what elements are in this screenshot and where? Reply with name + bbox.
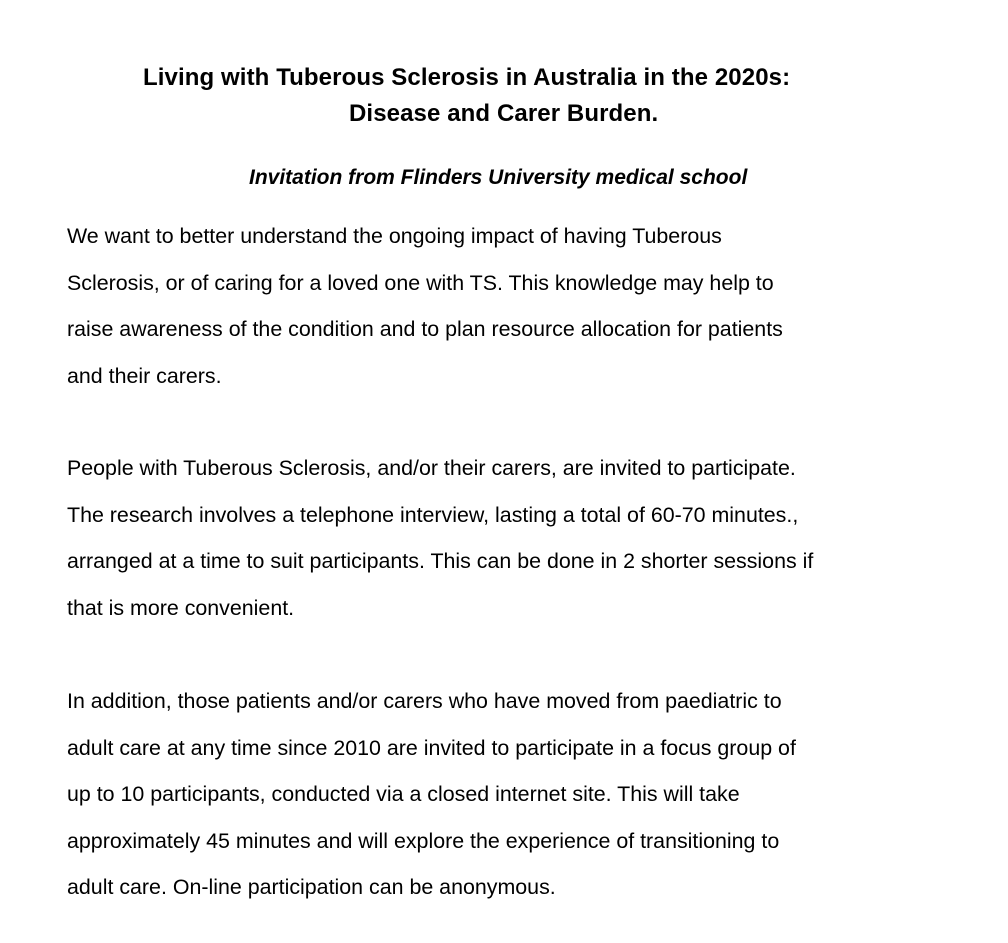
paragraph-line: and their carers.: [67, 363, 222, 388]
paragraph-line: People with Tuberous Sclerosis, and/or their carers, are invited to participate.: [67, 456, 796, 480]
paragraph-line: that is more convenient.: [67, 595, 295, 620]
paragraph-line: arranged at a time to suit participants. This can be done in 2 shorter sessions if: [67, 549, 814, 573]
paragraph-line: In addition, those patients and/or carers who have moved from paediatric to: [67, 689, 782, 713]
paragraph-line: We want to better understand the ongoing impact of having Tuberous: [67, 224, 722, 248]
paragraph-2: [67, 445, 897, 631]
paragraph-line: raise awareness of the condition and to plan resource allocation for patients: [67, 317, 783, 341]
paragraph-line: up to 10 participants, conducted via a closed internet site. This will take: [67, 782, 740, 806]
paragraph-1: [67, 213, 897, 399]
paragraph-line: adult care. On-line participation can be anonymous.: [67, 875, 556, 899]
paragraph-line: Sclerosis, or of caring for a loved one with TS. This knowledge may help to: [67, 270, 774, 295]
document-subtitle: Invitation from Flinders University medical school: [249, 166, 748, 189]
document-title-line-2: Disease and Carer Burden.: [349, 100, 659, 127]
paragraph-line: The research involves a telephone interview, lasting a total of 60-70 minutes.,: [67, 502, 799, 527]
paragraph-line: approximately 45 minutes and will explore the experience of transitioning to: [67, 828, 780, 853]
paragraph-line: adult care at any time since 2010 are invited to participate in a focus group of: [67, 735, 796, 760]
paragraph-3: [67, 678, 897, 911]
document-title-line-1: Living with Tuberous Sclerosis in Australia in the 2020s:: [143, 64, 791, 91]
